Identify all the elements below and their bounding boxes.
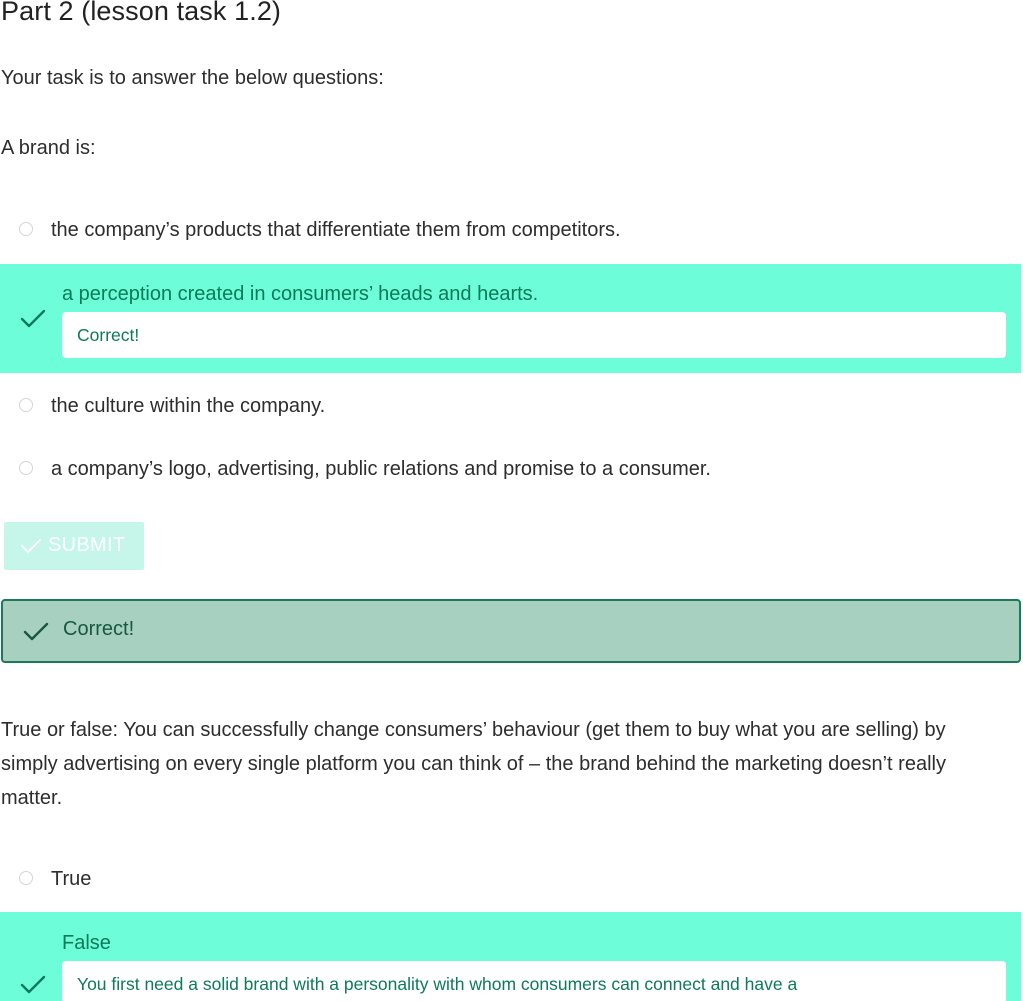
question-1-option-d[interactable] bbox=[0, 454, 1021, 484]
radio-icon[interactable] bbox=[19, 871, 33, 885]
question-1-prompt: A brand is: bbox=[1, 137, 96, 159]
question-1-option-b-selected[interactable] bbox=[0, 264, 1021, 373]
option-feedback: You first need a solid brand with a personality with whom consumers can connect and have a bbox=[62, 961, 1006, 1001]
question-1-option-c[interactable] bbox=[0, 391, 1021, 421]
option-label: True bbox=[51, 868, 92, 890]
page-title: Part 2 (lesson task 1.2) bbox=[1, 0, 282, 26]
checkmark-icon bbox=[20, 308, 46, 330]
question-1-option-a[interactable] bbox=[0, 215, 1021, 245]
result-text: Correct! bbox=[63, 618, 135, 640]
radio-icon[interactable] bbox=[19, 461, 33, 475]
result-banner bbox=[1, 599, 1021, 663]
option-label: False bbox=[62, 932, 111, 954]
question-2-option-true[interactable] bbox=[0, 864, 1021, 894]
option-label: the culture within the company. bbox=[51, 395, 326, 417]
checkmark-icon bbox=[23, 621, 49, 643]
checkmark-icon bbox=[20, 974, 46, 996]
task-intro: Your task is to answer the below questions: bbox=[1, 67, 384, 89]
checkmark-icon bbox=[20, 537, 42, 555]
submit-label: SUBMIT bbox=[48, 534, 126, 556]
option-feedback: Correct! bbox=[62, 312, 1006, 358]
radio-icon[interactable] bbox=[19, 222, 33, 236]
question-2-option-false-selected[interactable] bbox=[0, 912, 1021, 1001]
option-label: a company’s logo, advertising, public relations and promise to a consumer. bbox=[51, 458, 711, 480]
question-2-prompt: True or false: You can successfully change consumers’ behaviour (get them to buy what you are selling) by simply advertising on every single platform you can think of – the brand behind the marketing doesn’t really matter. bbox=[1, 719, 946, 809]
radio-icon[interactable] bbox=[19, 398, 33, 412]
option-label: a perception created in consumers’ heads and hearts. bbox=[62, 283, 539, 305]
option-label: the company’s products that differentiate them from competitors. bbox=[51, 219, 621, 241]
submit-button[interactable] bbox=[4, 522, 144, 570]
